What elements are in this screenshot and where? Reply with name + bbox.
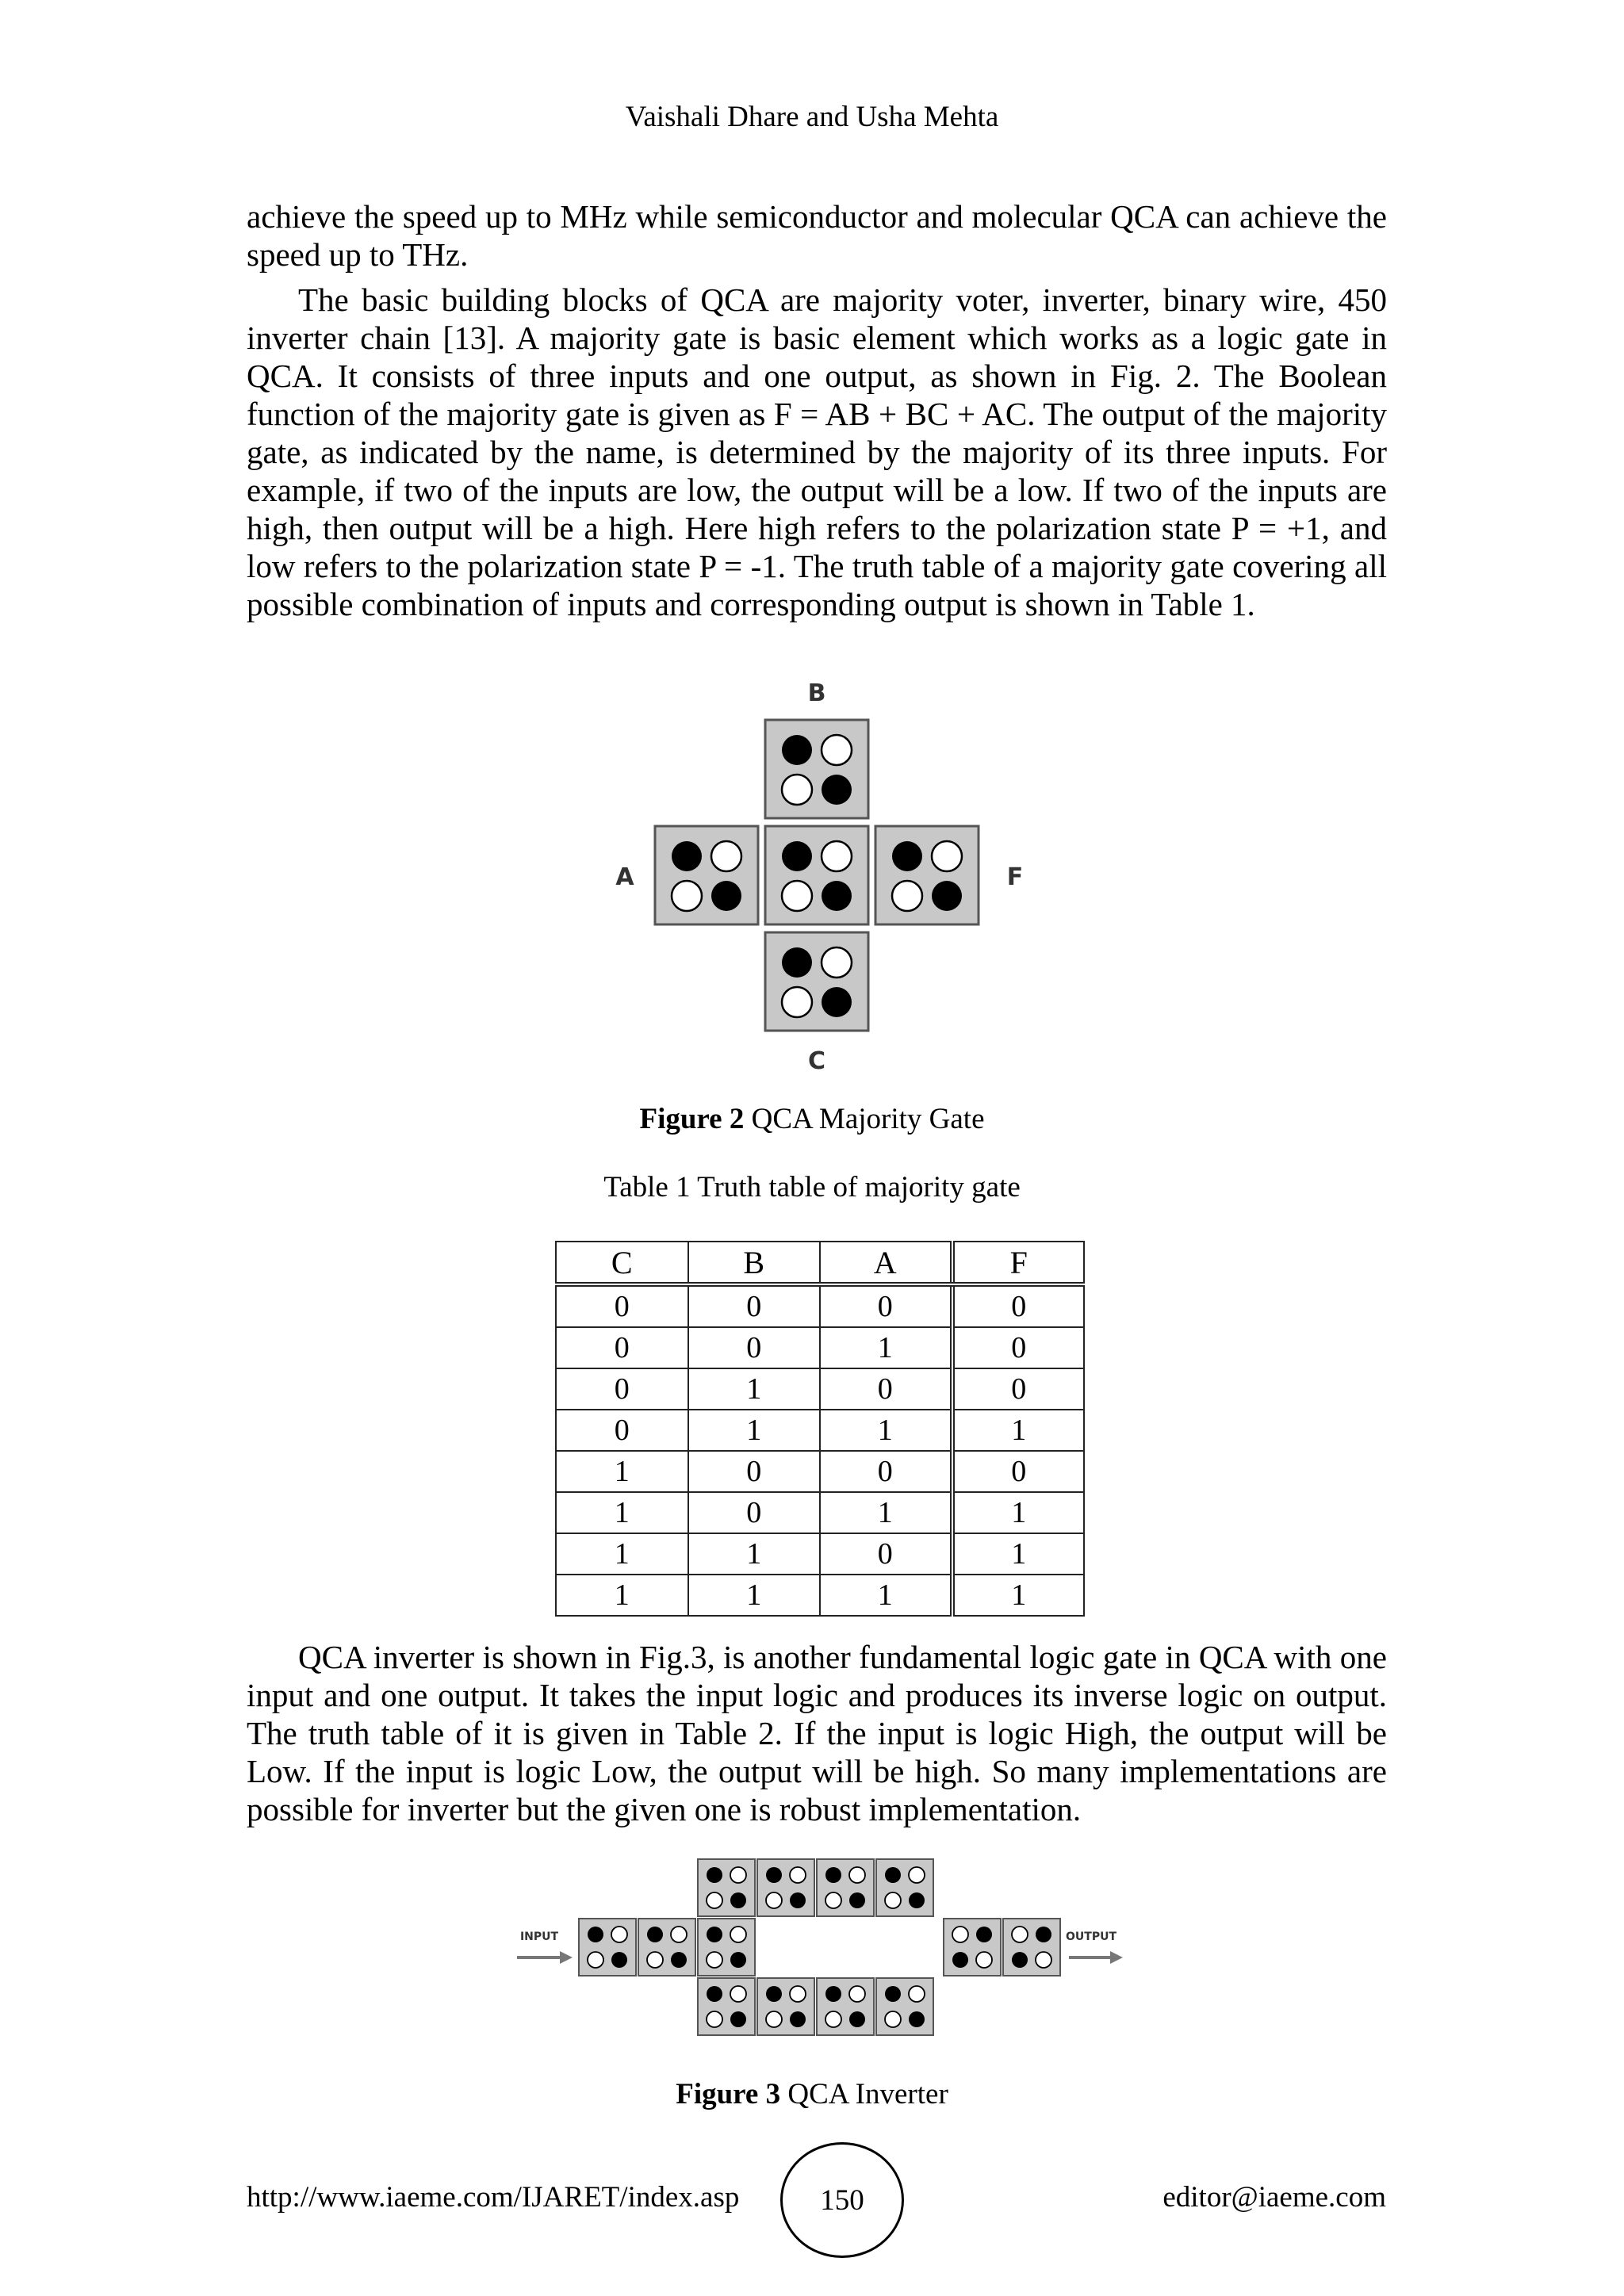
table-cell: 0 xyxy=(952,1368,1085,1410)
page-number-text: 150 xyxy=(820,2183,864,2217)
qca-cell-center xyxy=(765,826,868,924)
inverter-cell-top-4 xyxy=(876,1859,933,1916)
label-b: B xyxy=(807,679,826,707)
figure-2-caption xyxy=(0,1100,1624,1138)
inverter-cell-mid-1 xyxy=(579,1919,636,1976)
output-label: OUTPUT xyxy=(1066,1931,1116,1943)
inverter-cell-bottom-1 xyxy=(698,1978,755,2035)
table-cell: 0 xyxy=(688,1284,821,1327)
inverter-cell-bottom-3 xyxy=(817,1978,874,2035)
table-cell: 0 xyxy=(688,1451,821,1492)
majority-gate-diagram xyxy=(603,674,1047,1078)
table-row xyxy=(556,1492,1084,1533)
table-cell: 0 xyxy=(688,1492,821,1533)
inverter-cell-mid-4 xyxy=(944,1919,1001,1976)
table-cell: 1 xyxy=(556,1492,688,1533)
table-cell: 1 xyxy=(820,1410,952,1451)
table-cell: 0 xyxy=(952,1451,1085,1492)
table-cell: 1 xyxy=(556,1533,688,1575)
table-row xyxy=(556,1327,1084,1368)
inverter-cell-bottom-2 xyxy=(757,1978,814,2035)
table-cell: 0 xyxy=(952,1284,1085,1327)
running-header: Vaishali Dhare and Usha Mehta xyxy=(625,101,999,133)
table-cell: 0 xyxy=(820,1451,952,1492)
header-a: A xyxy=(820,1242,952,1284)
paragraph-3 xyxy=(247,1638,1387,1828)
table-cell: 1 xyxy=(556,1575,688,1616)
table-row xyxy=(556,1368,1084,1410)
table-header-row xyxy=(556,1242,1084,1284)
input-arrow-icon xyxy=(517,1951,573,1964)
qca-cell-f xyxy=(875,826,979,924)
table-cell: 1 xyxy=(688,1368,821,1410)
table-row xyxy=(556,1575,1084,1616)
table-cell: 0 xyxy=(952,1327,1085,1368)
footer-url-link[interactable]: http://www.iaeme.com/IJARET/index.asp xyxy=(247,2181,740,2214)
inverter-cell-bottom-4 xyxy=(876,1978,933,2035)
figure-2-majority-gate xyxy=(603,674,1047,1078)
table-cell: 1 xyxy=(820,1575,952,1616)
table-row xyxy=(556,1451,1084,1492)
table-cell: 0 xyxy=(820,1368,952,1410)
paragraph-3-text: QCA inverter is shown in Fig.3, is another fundamental logic gate in QCA with one input and one output. It takes the input logic and produces its inverse logic on output. The truth table of it is given in Table 2. If the input is logic High, the output will be Low. If the input is logic Low, the output will be high. So many implementations are possible for inverter but the given one is robust implementation. xyxy=(247,1639,1387,1827)
header-f: F xyxy=(952,1242,1085,1284)
truth-table xyxy=(555,1241,1085,1617)
inverter-cell-top-3 xyxy=(817,1859,874,1916)
inverter-cell-top-1 xyxy=(698,1859,755,1916)
header-b: B xyxy=(688,1242,821,1284)
label-a: A xyxy=(615,863,634,891)
label-f: F xyxy=(1006,863,1024,891)
truth-table-body xyxy=(556,1284,1084,1616)
table-cell: 1 xyxy=(688,1410,821,1451)
table-cell: 0 xyxy=(556,1410,688,1451)
output-arrow-icon xyxy=(1069,1951,1123,1964)
qca-cell-c xyxy=(765,932,868,1031)
paragraph-1 xyxy=(247,197,1387,274)
figure-2-caption-text: QCA Majority Gate xyxy=(744,1103,985,1135)
table-cell: 1 xyxy=(820,1492,952,1533)
table-row xyxy=(556,1410,1084,1451)
paragraph-2-text: The basic building blocks of QCA are majority voter, inverter, binary wire, 450 inverter chain [13]. A majority gate is basic element which works as a logic gate in QCA. It consists of three inputs and one output, as shown in Fig. 2. The Boolean function of the majority gate is given as F = AB + BC + AC. The output of the majority gate, as indicated by the name, is determined by the majority of its three inputs. For example, if two of the inputs are low, the output will be a low. If two of the inputs are high, then output will be a high. Here high refers to the polarization state P = +1, and low refers to the polarization state P = -1. The truth table of a majority gate covering all possible combination of inputs and corresponding output is shown in Table 1. xyxy=(247,281,1387,622)
table-cell: 0 xyxy=(820,1284,952,1327)
figure-3-caption-text: QCA Inverter xyxy=(780,2078,948,2110)
inverter-cell-mid-3 xyxy=(698,1919,755,1976)
table-cell: 0 xyxy=(820,1533,952,1575)
table-row xyxy=(556,1533,1084,1575)
table-cell: 0 xyxy=(556,1327,688,1368)
table-cell: 0 xyxy=(556,1368,688,1410)
table-cell: 1 xyxy=(688,1533,821,1575)
table-1-caption: Table 1 Truth table of majority gate xyxy=(603,1171,1021,1203)
table-cell: 0 xyxy=(556,1284,688,1327)
qca-cell-b xyxy=(765,720,868,818)
input-label: INPUT xyxy=(519,1931,559,1943)
table-row xyxy=(556,1284,1084,1327)
table-cell: 1 xyxy=(952,1575,1085,1616)
header-c: C xyxy=(556,1242,688,1284)
table-cell: 1 xyxy=(820,1327,952,1368)
inverter-diagram xyxy=(508,1851,1126,2042)
footer-email-link[interactable]: editor@iaeme.com xyxy=(1162,2181,1386,2214)
figure-3-inverter xyxy=(508,1851,1126,2042)
table-cell: 1 xyxy=(952,1410,1085,1451)
inverter-cell-top-2 xyxy=(757,1859,814,1916)
table-cell: 1 xyxy=(952,1533,1085,1575)
table-cell: 1 xyxy=(688,1575,821,1616)
table-cell: 0 xyxy=(688,1327,821,1368)
table-cell: 1 xyxy=(556,1451,688,1492)
page-number xyxy=(780,2142,904,2258)
figure-2-caption-label: Figure 2 xyxy=(639,1103,745,1135)
inverter-cell-mid-2 xyxy=(638,1919,695,1976)
figure-3-caption-label: Figure 3 xyxy=(676,2078,781,2110)
table-cell: 1 xyxy=(952,1492,1085,1533)
figure-3-caption xyxy=(0,2076,1624,2114)
qca-cell-a xyxy=(655,826,758,924)
paragraph-1-text: achieve the speed up to MHz while semiconductor and molecular QCA can achieve the speed up to THz. xyxy=(247,198,1387,273)
label-c: C xyxy=(807,1047,826,1075)
paragraph-2 xyxy=(247,281,1387,623)
inverter-cell-mid-5 xyxy=(1003,1919,1060,1976)
